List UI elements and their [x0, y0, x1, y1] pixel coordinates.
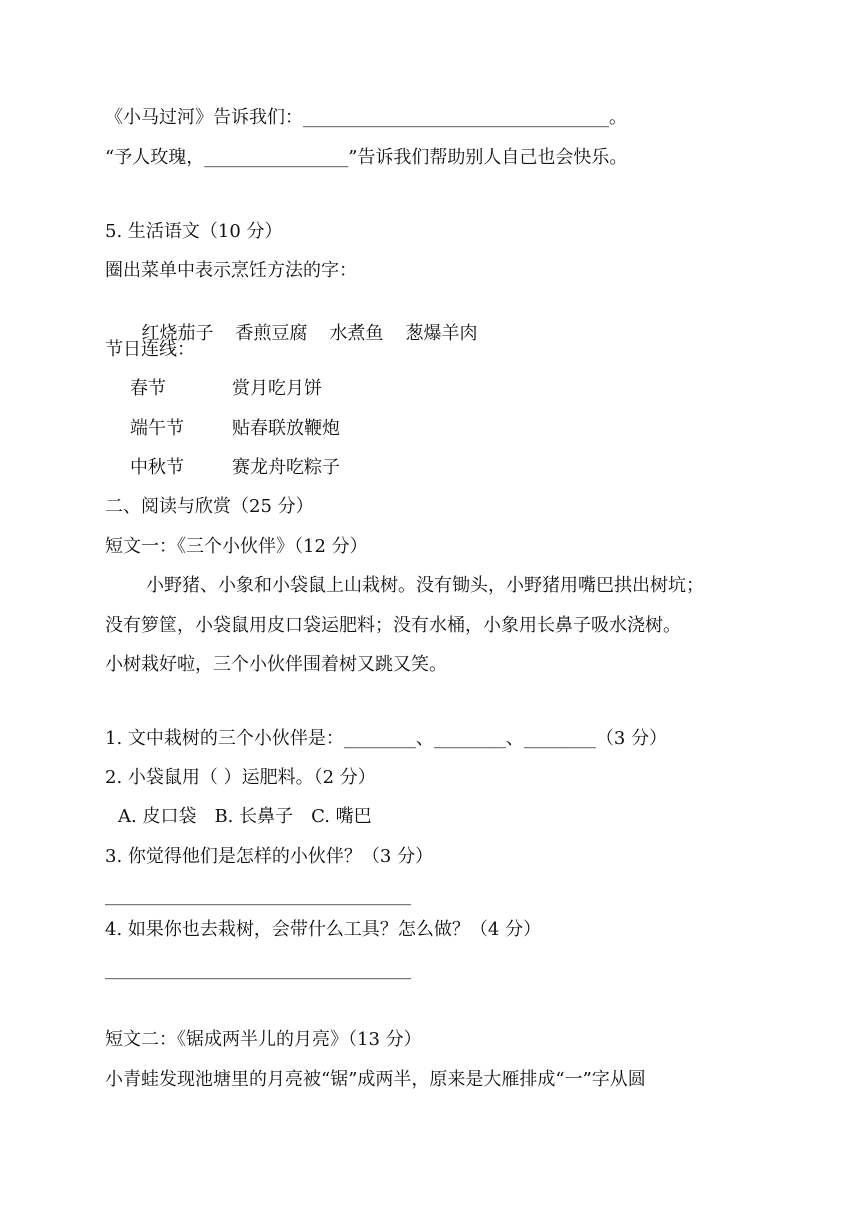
- festival-left: 中秋节: [130, 457, 184, 478]
- question-3: 3. 你觉得他们是怎样的小伙伴？（3 分）: [105, 846, 434, 867]
- answer-line-3: __________________________________: [105, 885, 411, 906]
- part-2-title: 二、阅读与欣赏（25 分）: [105, 496, 314, 517]
- menu-item: 红烧茄子: [141, 323, 214, 344]
- question-1: 1. 文中栽树的三个小伙伴是：________、________、________（3 分）: [105, 728, 668, 749]
- menu-item: 水煮鱼: [329, 323, 384, 344]
- passage-2-text: 小青蛙发现池塘里的月亮被“锯”成两半，原来是大雁排成“一”字从圆: [105, 1069, 646, 1090]
- festival-left: 春节: [130, 378, 166, 399]
- festival-right: 赛龙舟吃粽子: [232, 457, 340, 478]
- passage-1-text: 小树栽好啦，三个小伙伴围着树又跳又笑。: [105, 654, 447, 675]
- question-2: 2. 小袋鼠用（ ）运肥料。（2 分）: [105, 767, 376, 788]
- question-4: 4. 如果你也去栽树，会带什么工具？怎么做？（4 分）: [105, 919, 542, 940]
- menu-item: 香煎豆腐: [235, 323, 308, 344]
- question-2-options: A. 皮口袋 B. 长鼻子 C. 嘴巴: [118, 806, 372, 827]
- passage-1-text: 小野猪、小象和小袋鼠上山栽树。没有锄头，小野猪用嘴巴拱出树坑；: [146, 575, 704, 596]
- answer-line-4: __________________________________: [105, 959, 411, 980]
- festival-right: 贴春联放鞭炮: [232, 418, 340, 439]
- section-5-question-1: 圈出菜单中表示烹饪方法的字：: [105, 260, 357, 281]
- passage-1-title: 短文一：《三个小伙伴》（12 分）: [105, 536, 368, 557]
- menu-item: 葱爆羊肉: [405, 323, 478, 344]
- passage-2-title: 短文二：《锯成两半儿的月亮》（13 分）: [105, 1029, 422, 1050]
- passage-1-text: 没有箩筐，小袋鼠用皮口袋运肥料；没有水桶，小象用长鼻子吸水浇树。: [105, 615, 681, 636]
- line-lesson-horse: 《小马过河》告诉我们：__________________________________。: [105, 107, 627, 128]
- line-rose-proverb: “予人玫瑰，________________”告诉我们帮助别人自己也会快乐。: [105, 147, 628, 168]
- festival-right: 赏月吃月饼: [232, 378, 322, 399]
- festival-left: 端午节: [130, 418, 184, 439]
- section-5-title: 5. 生活语文（10 分）: [105, 221, 283, 242]
- section-5-question-2: 节日连线：: [105, 339, 195, 360]
